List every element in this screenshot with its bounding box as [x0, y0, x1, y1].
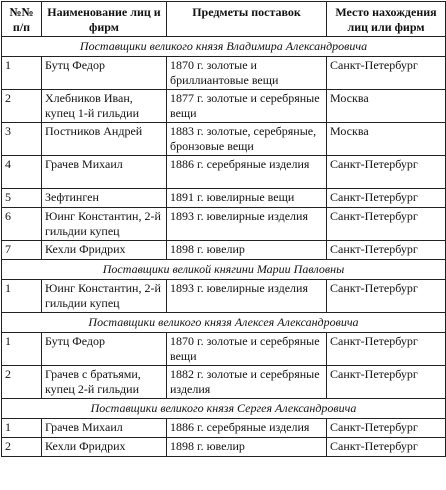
table-row: [2, 90, 446, 123]
cell-name: Хлебников Иван, купец 1-й гильдии: [42, 90, 167, 123]
section-row: [2, 399, 446, 419]
cell-items: 1870 г. золотые и серебряные вещи: [167, 333, 327, 366]
cell-number: 7: [2, 241, 42, 260]
cell-number: 6: [2, 208, 42, 241]
cell-items: 1886 г. серебряные изделия: [167, 156, 327, 189]
cell-name: Бутц Федор: [42, 333, 167, 366]
cell-place: Москва: [327, 123, 446, 156]
section-title: Поставщики великого князя Сергея Александровича: [2, 399, 446, 419]
cell-name: Кехли Фридрих: [42, 438, 167, 457]
cell-place: Санкт-Петербург: [327, 241, 446, 260]
section-title: Поставщики великой княгини Марии Павловны: [2, 260, 446, 280]
cell-place: Санкт-Петербург: [327, 57, 446, 90]
cell-items: 1870 г. золотые и бриллиантовые вещи: [167, 57, 327, 90]
section-row: [2, 260, 446, 280]
cell-number: 4: [2, 156, 42, 189]
cell-place: Санкт-Петербург: [327, 280, 446, 313]
table-row: [2, 241, 446, 260]
header-items: Предметы поставок: [167, 2, 327, 37]
section-title: Поставщики великого князя Владимира Александровича: [2, 37, 446, 57]
cell-name: Юинг Константин, 2-й гильдии купец: [42, 208, 167, 241]
table-row: [2, 419, 446, 438]
cell-name: Грачев Михаил: [42, 156, 167, 189]
cell-place: Санкт-Петербург: [327, 156, 446, 189]
cell-items: 1893 г. ювелирные изделия: [167, 280, 327, 313]
cell-place: Санкт-Петербург: [327, 208, 446, 241]
cell-number: 3: [2, 123, 42, 156]
cell-number: 5: [2, 189, 42, 208]
table-row: [2, 57, 446, 90]
cell-place: Санкт-Петербург: [327, 419, 446, 438]
table-row: [2, 156, 446, 189]
cell-name: Грачев с братьями, купец 2-й гильдии: [42, 366, 167, 399]
table-row: [2, 280, 446, 313]
cell-number: 1: [2, 280, 42, 313]
cell-items: 1877 г. золотые и серебряные вещи: [167, 90, 327, 123]
table-row: [2, 333, 446, 366]
table-row: [2, 123, 446, 156]
table-row: [2, 438, 446, 457]
section-title: Поставщики великого князя Алексея Александровича: [2, 313, 446, 333]
cell-name: Бутц Федор: [42, 57, 167, 90]
cell-place: Санкт-Петербург: [327, 333, 446, 366]
cell-number: 1: [2, 57, 42, 90]
cell-number: 2: [2, 90, 42, 123]
cell-items: 1886 г. серебряные изделия: [167, 419, 327, 438]
section-row: [2, 37, 446, 57]
table-row: [2, 366, 446, 399]
cell-place: Санкт-Петербург: [327, 366, 446, 399]
cell-items: 1882 г. золотые и серебряные изделия: [167, 366, 327, 399]
table-row: [2, 208, 446, 241]
cell-number: 2: [2, 366, 42, 399]
cell-name: Грачев Михаил: [42, 419, 167, 438]
cell-name: Кехли Фридрих: [42, 241, 167, 260]
cell-number: 1: [2, 333, 42, 366]
cell-name: Зефтинген: [42, 189, 167, 208]
header-place: Место нахождения лиц или фирм: [327, 2, 446, 37]
cell-number: 1: [2, 419, 42, 438]
cell-place: Санкт-Петербург: [327, 438, 446, 457]
section-row: [2, 313, 446, 333]
header-name: Наименование лиц и фирм: [42, 2, 167, 37]
cell-name: Юинг Константин, 2-й гильдии купец: [42, 280, 167, 313]
cell-place: Санкт-Петербург: [327, 189, 446, 208]
table-body: [2, 37, 446, 457]
suppliers-table: [1, 1, 446, 457]
cell-name: Постников Андрей: [42, 123, 167, 156]
cell-items: 1883 г. золотые, серебряные, бронзовые вещи: [167, 123, 327, 156]
cell-place: Москва: [327, 90, 446, 123]
cell-items: 1891 г. ювелирные вещи: [167, 189, 327, 208]
header-number: №№ п/п: [2, 2, 42, 37]
cell-items: 1893 г. ювелирные изделия: [167, 208, 327, 241]
header-row: [2, 2, 446, 37]
cell-items: 1898 г. ювелир: [167, 438, 327, 457]
table-row: [2, 189, 446, 208]
cell-items: 1898 г. ювелир: [167, 241, 327, 260]
cell-number: 2: [2, 438, 42, 457]
